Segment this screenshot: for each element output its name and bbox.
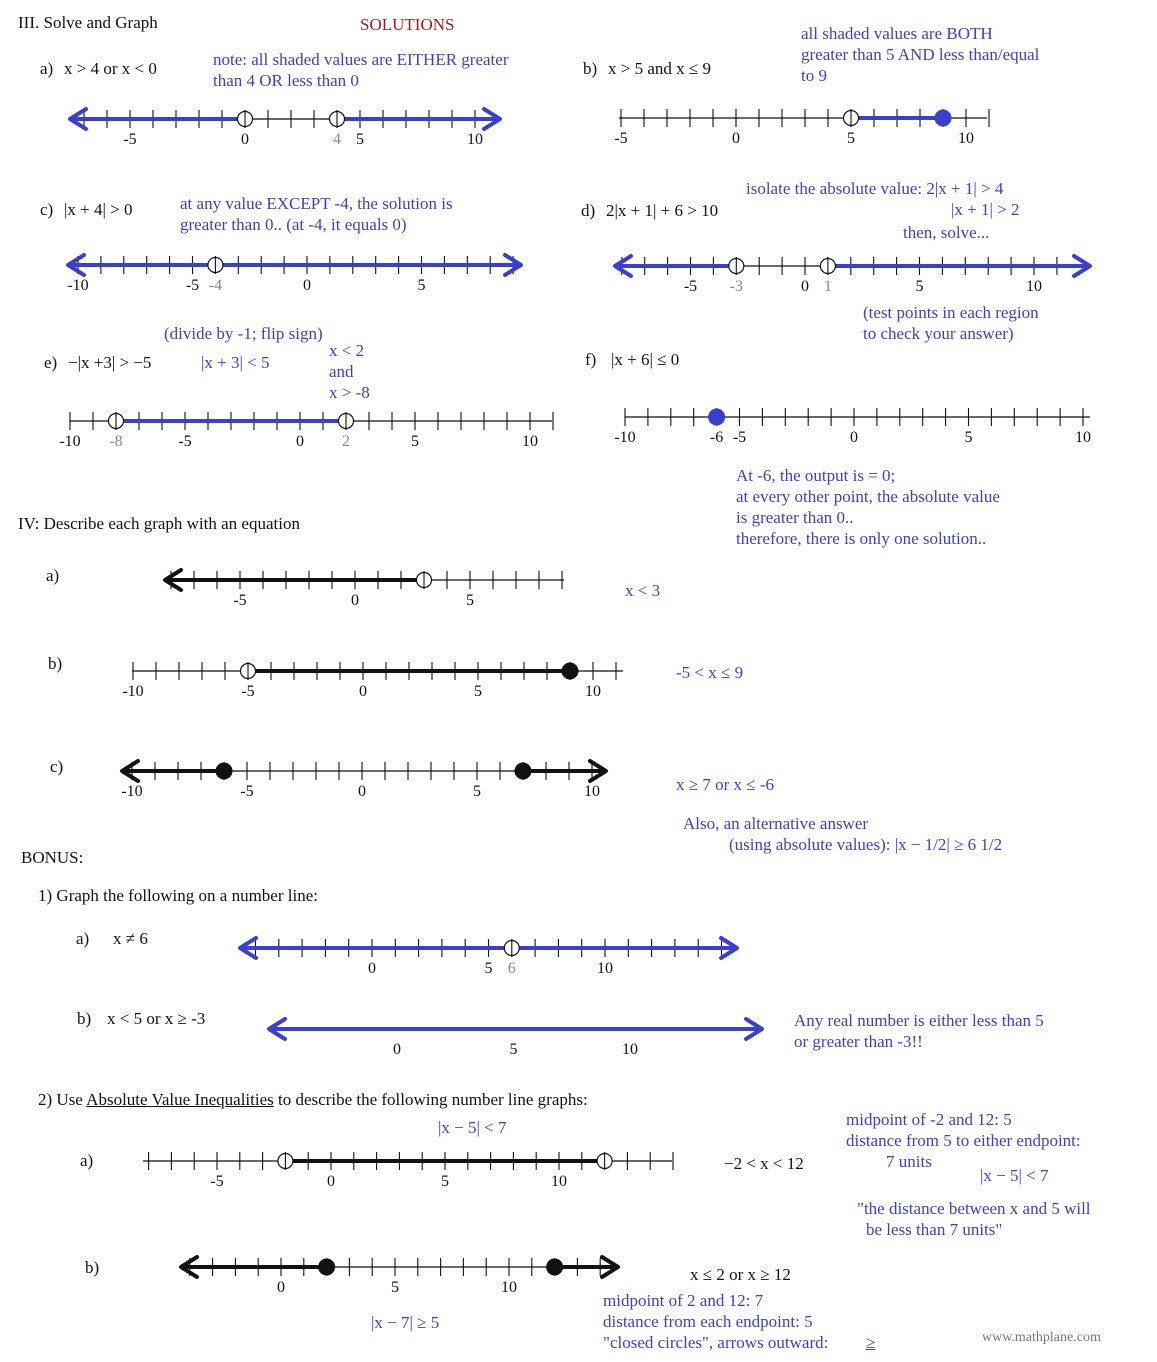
tick-label: 5 [509, 1041, 518, 1058]
problem-d-label: d) [581, 201, 596, 220]
tick-label: 5 [474, 683, 482, 700]
bonus-1-prompt: 1) Graph the following on a number line: [38, 886, 318, 905]
tick-label: -5 [185, 277, 200, 294]
bonus-2a-inequality: |x − 5| < 7 [438, 1118, 507, 1137]
tick-label: 0 [801, 278, 809, 295]
graph-iv-b-label: b) [48, 654, 63, 673]
tick-label: 10 [1026, 278, 1042, 295]
problem-f-note: At -6, the output is = 0; [736, 466, 896, 485]
tick-label: 0 [393, 1041, 401, 1058]
problem-c-note: greater than 0.. (at -4, it equals 0) [180, 215, 407, 234]
point-label: 2 [342, 433, 350, 450]
graph-iv-c-alternative: (using absolute values): |x − 1/2| ≥ 6 1/2 [729, 835, 1003, 854]
problem-d-note: |x + 1| > 2 [951, 200, 1020, 219]
tick-label: -10 [67, 277, 89, 294]
tick-label: 10 [958, 130, 974, 147]
bonus-heading: BONUS: [21, 848, 84, 867]
bonus-1a-expression: x ≠ 6 [113, 929, 148, 948]
point-label: -8 [109, 433, 123, 450]
tick-label: -5 [233, 592, 247, 609]
bonus-2a-label: a) [80, 1151, 94, 1170]
problem-e-expression: −|x +3| > −5 [68, 353, 152, 372]
tick-label: 5 [391, 1279, 399, 1296]
bonus-2-topic: Absolute Value Inequalities [86, 1090, 274, 1109]
tick-label: 0 [732, 130, 740, 147]
problem-f-note: therefore, there is only one solution.. [736, 529, 987, 548]
tick-label: 0 [241, 131, 249, 148]
bonus-1b-note: or greater than -3!! [794, 1032, 923, 1051]
tick-label: -5 [614, 130, 628, 147]
problem-d-note: then, solve... [903, 223, 990, 242]
bonus-2b-label: b) [85, 1258, 100, 1277]
site-footer: www.mathplane.com [982, 1330, 1101, 1345]
problem-a-label: a) [40, 59, 54, 78]
graph-iv-c-label: c) [50, 757, 64, 776]
tick-label: 0 [358, 783, 366, 800]
bonus-1b-label: b) [77, 1009, 92, 1028]
tick-label: 5 [411, 433, 419, 450]
tick-label: -5 [240, 783, 254, 800]
solutions-title: SOLUTIONS [360, 15, 455, 34]
tick-label: 10 [501, 1279, 517, 1296]
bonus-2b-symbol: ≥ [866, 1333, 876, 1352]
problem-f-note: at every other point, the absolute value [736, 487, 1000, 506]
tick-label: -5 [241, 683, 255, 700]
problem-c-note: at any value EXCEPT -4, the solution is [180, 194, 453, 213]
problem-e-note: x > -8 [329, 383, 370, 402]
bonus-2a-note: midpoint of -2 and 12: 5 [846, 1110, 1012, 1129]
problem-b-expression: x > 5 and x ≤ 9 [608, 59, 711, 78]
bonus-2a-note: "the distance between x and 5 will [857, 1199, 1091, 1218]
problem-e-label: e) [44, 353, 58, 372]
bonus-2a-note: be less than 7 units" [866, 1220, 1003, 1239]
tick-label: 10 [622, 1041, 638, 1058]
problem-f-expression: |x + 6| ≤ 0 [611, 350, 680, 369]
tick-label: 5 [356, 131, 364, 148]
bonus-1a-label: a) [76, 929, 90, 948]
tick-label: -10 [614, 429, 636, 446]
bonus-2a-note: |x − 5| < 7 [980, 1166, 1049, 1185]
bonus-2b-answer: x ≤ 2 or x ≥ 12 [690, 1265, 791, 1284]
problem-f-label: f) [585, 350, 597, 369]
closed-circle [319, 1259, 335, 1275]
problem-d-note: (test points in each region [863, 303, 1039, 322]
bonus-2a-answer: −2 < x < 12 [724, 1154, 804, 1173]
point-label: -3 [729, 278, 743, 295]
tick-label: 10 [551, 1173, 567, 1190]
tick-label: 0 [351, 592, 359, 609]
section-iv-heading: IV: Describe each graph with an equation [18, 514, 300, 533]
tick-label: -5 [732, 429, 747, 446]
bonus-1b-expression: x < 5 or x ≥ -3 [107, 1009, 206, 1028]
tick-label: 10 [467, 131, 483, 148]
tick-label: 5 [915, 278, 924, 295]
tick-label: 5 [484, 960, 493, 977]
tick-label: 10 [1075, 429, 1091, 446]
tick-label: 10 [584, 783, 600, 800]
tick-label: 5 [417, 277, 426, 294]
bonus-2b-note: distance from each endpoint: 5 [603, 1312, 813, 1331]
problem-c-label: c) [40, 200, 54, 219]
problem-a-note: note: all shaded values are EITHER greater [213, 50, 509, 69]
tick-label: 5 [847, 130, 855, 147]
problem-e-note: (divide by -1; flip sign) [164, 324, 323, 343]
bonus-2-number: 2) Use [38, 1090, 83, 1109]
problem-b-label: b) [583, 59, 598, 78]
tick-label: 5 [964, 429, 973, 446]
tick-label: 0 [327, 1173, 335, 1190]
section-iii-heading: III. Solve and Graph [18, 13, 158, 32]
bonus-2a-note: 7 units [886, 1152, 932, 1171]
tick-label: -10 [121, 783, 143, 800]
tick-label: -10 [122, 683, 144, 700]
problem-c-expression: |x + 4| > 0 [64, 200, 133, 219]
problem-e-note: x < 2 [329, 341, 365, 360]
bonus-2a-note: distance from 5 to either endpoint: [846, 1131, 1081, 1150]
problem-b-note: greater than 5 AND less than/equal [801, 45, 1040, 64]
tick-label: 5 [441, 1173, 449, 1190]
problem-e-note: and [329, 362, 354, 381]
tick-label: 0 [368, 960, 376, 977]
tick-label: 0 [296, 433, 304, 450]
tick-label: 0 [359, 683, 367, 700]
bonus-1b-note: Any real number is either less than 5 [794, 1011, 1044, 1030]
tick-label: -5 [210, 1173, 224, 1190]
problem-b-note: all shaded values are BOTH [801, 24, 993, 43]
point-label: 6 [507, 960, 516, 977]
tick-label: -5 [178, 433, 192, 450]
problem-d-note: to check your answer) [863, 324, 1014, 343]
point-label: 4 [333, 131, 341, 148]
problem-a-expression: x > 4 or x < 0 [64, 59, 157, 78]
bonus-2b-note: "closed circles", arrows outward: [603, 1333, 829, 1352]
problem-d-note: isolate the absolute value: 2|x + 1| > 4 [746, 179, 1004, 198]
problem-f-note: is greater than 0.. [736, 508, 854, 527]
tick-label: 10 [522, 433, 538, 450]
tick-label: -5 [683, 278, 698, 295]
tick-label: 5 [473, 783, 481, 800]
graph-iv-c-answer: x ≥ 7 or x ≤ -6 [676, 775, 774, 794]
tick-label: -10 [59, 433, 81, 450]
problem-b-note: to 9 [801, 66, 827, 85]
point-label: -4 [208, 277, 223, 294]
graph-iv-a-label: a) [46, 566, 60, 585]
problem-e-note: |x + 3| < 5 [201, 353, 270, 372]
tick-label: 0 [303, 277, 311, 294]
tick-label: 10 [597, 960, 613, 977]
bonus-2b-inequality: |x − 7| ≥ 5 [371, 1313, 440, 1332]
problem-a-note: than 4 OR less than 0 [213, 71, 359, 90]
graph-iv-c-alternative: Also, an alternative answer [683, 814, 869, 833]
bonus-2b-note: midpoint of 2 and 12: 7 [603, 1291, 764, 1310]
graph-iv-a-answer: x < 3 [625, 581, 661, 600]
problem-d-expression: 2|x + 1| + 6 > 10 [606, 201, 719, 220]
tick-label: 0 [277, 1279, 285, 1296]
tick-label: 5 [466, 592, 474, 609]
point-label: -6 [709, 429, 724, 446]
tick-label: 0 [850, 429, 858, 446]
graph-iv-b-answer: -5 < x ≤ 9 [676, 663, 744, 682]
closed-circle [547, 1259, 563, 1275]
point-label: 1 [823, 278, 832, 295]
tick-label: -5 [123, 131, 137, 148]
bonus-2-rest: to describe the following number line graphs: [278, 1090, 588, 1109]
tick-label: 10 [585, 683, 601, 700]
